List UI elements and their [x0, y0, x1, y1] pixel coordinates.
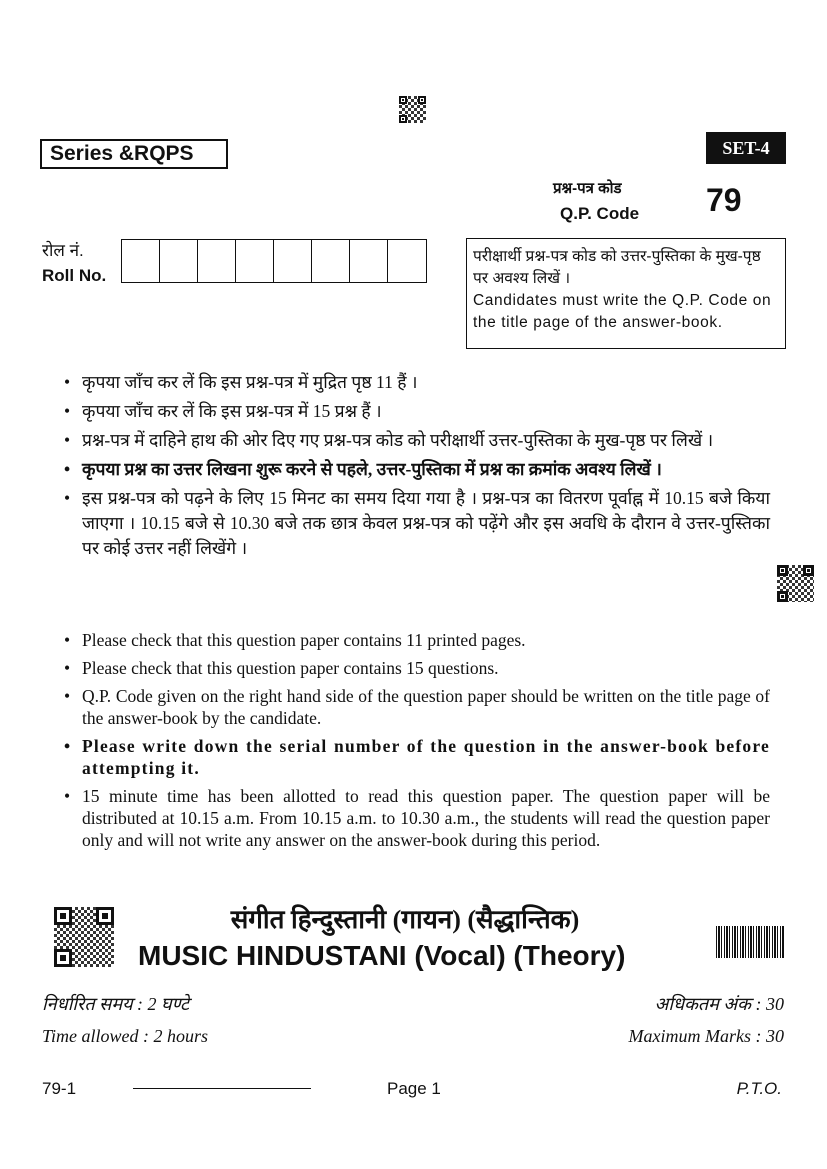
subject-title: MUSIC HINDUSTANI (Vocal) (Theory): [138, 940, 626, 971]
time-allowed: Time allowed : 2 hours: [42, 1026, 209, 1046]
list-item: • कृपया प्रश्न का उत्तर लिखना शुरू करने से पहले, उत्तर-पुस्तिका में प्रश्न का क्रमांक अवश्य लिखें ।: [58, 457, 770, 482]
pto-label: P.T.O.: [736, 1079, 782, 1098]
barcode-icon: [716, 926, 784, 958]
list-item: • प्रश्न-पत्र में दाहिने हाथ की ओर दिए गए प्रश्न-पत्र कोड को परीक्षार्थी उत्तर-पुस्तिका के मुख-पृष्ठ पर लिखें ।: [58, 428, 770, 453]
roll-digit-box[interactable]: [388, 240, 426, 282]
roll-number-grid[interactable]: [121, 239, 427, 283]
qp-code-value: 79: [706, 182, 742, 218]
roll-digit-box[interactable]: [122, 240, 160, 282]
instructions-hindi-list: [58, 370, 770, 565]
max-marks-hindi: अधिकतम अंक : 30: [654, 994, 784, 1014]
list-item: • Please write down the serial number of the question in the answer-book before attempting it.: [58, 735, 770, 779]
list-item: • 15 minute time has been allotted to read this question paper. The question paper will be distributed at 10.15 a.m. From 10.15 a.m. to 10.30 a.m., the students will read the question paper only and will not write any answer on the answer-book during this period.: [58, 785, 770, 851]
roll-digit-box[interactable]: [198, 240, 236, 282]
roll-label-hindi: रोल नं.: [42, 241, 84, 260]
roll-digit-box[interactable]: [274, 240, 312, 282]
side-qr-code-icon: [777, 565, 814, 602]
footer-divider: [133, 1088, 311, 1089]
roll-digit-box[interactable]: [350, 240, 388, 282]
list-item: • Please check that this question paper contains 11 printed pages.: [58, 629, 770, 651]
candidate-note-box: [466, 238, 786, 349]
list-item: • कृपया जाँच कर लें कि इस प्रश्न-पत्र में मुद्रित पृष्ठ 11 हैं ।: [58, 370, 770, 395]
roll-label: Roll No.: [42, 266, 107, 285]
list-item: • इस प्रश्न-पत्र को पढ़ने के लिए 15 मिनट का समय दिया गया है । प्रश्न-पत्र का वितरण पूर्वाह्न में 10.15 बजे किया जाएगा । 10.15 बजे से 10.30 बजे तक छात्र केवल प्रश्न-पत्र को पढ़ेंगे और इस अवधि के दौरान वे उत्तर-पुस्तिका पर कोई उत्तर नहीं लिखेंगे ।: [58, 486, 770, 561]
subject-title-hindi: संगीत हिन्दुस्तानी (गायन) (सैद्धान्तिक): [230, 905, 580, 934]
series-label: Series &RQPS: [40, 139, 228, 169]
max-marks: Maximum Marks : 30: [628, 1026, 784, 1046]
list-item: • कृपया जाँच कर लें कि इस प्रश्न-पत्र में 15 प्रश्न हैं ।: [58, 399, 770, 424]
candidate-note-english: Candidates must write the Q.P. Code on the title page of the answer-book.: [473, 292, 772, 331]
set-badge: SET-4: [706, 132, 786, 164]
qp-code-label-hindi: प्रश्न-पत्र कोड: [553, 180, 622, 197]
page-number: Page 1: [387, 1079, 441, 1098]
footer-code: 79-1: [42, 1079, 77, 1098]
time-allowed-hindi: निर्धारित समय : 2 घण्टे: [42, 994, 190, 1014]
top-qr-code-icon: [399, 96, 426, 123]
title-qr-code-icon: [54, 907, 114, 967]
qp-code-label: Q.P. Code: [560, 204, 640, 223]
roll-digit-box[interactable]: [312, 240, 350, 282]
roll-digit-box[interactable]: [236, 240, 274, 282]
list-item: • Q.P. Code given on the right hand side of the question paper should be written on the title page of the answer-book by the candidate.: [58, 685, 770, 729]
candidate-note-hindi: परीक्षार्थी प्रश्न-पत्र कोड को उत्तर-पुस्तिका के मुख-पृष्ठ पर अवश्य लिखें ।: [473, 248, 761, 287]
instructions-english-list: [58, 629, 770, 857]
roll-digit-box[interactable]: [160, 240, 198, 282]
list-item: • Please check that this question paper contains 15 questions.: [58, 657, 770, 679]
